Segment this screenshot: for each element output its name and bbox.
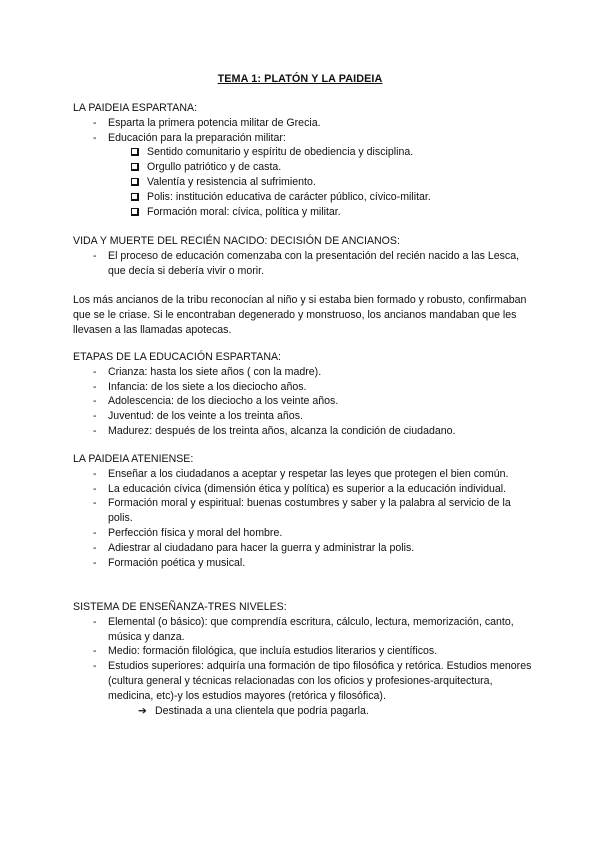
list-item: - Medio: formación filológica, que incluía estudios literarios y científicos.: [73, 644, 535, 659]
section-paragraph: [73, 293, 535, 337]
list-item: - Elemental (o básico): que comprendía escritura, cálculo, lectura, memorización, canto, música y danza.: [73, 615, 535, 645]
list-item: - Estudios superiores: adquiría una formación de tipo filosófica y retórica. Estudios menores (cultura general y técnicas relacionadas con los oficios y profesiones-arquitectura, medicina, etc)-y los estudios mayores (retórica y filosófica).: [73, 659, 535, 703]
list-item: [73, 205, 543, 220]
section-heading: LA PAIDEIA ESPARTANA:: [73, 102, 198, 114]
section-paideia-ateniense: [73, 452, 535, 570]
list-item-text: Valentía y resistencia al sufrimiento.: [147, 175, 316, 188]
list-item: - Madurez: después de los treinta años, alcanza la condición de ciudadano.: [73, 424, 543, 439]
checkbox-bullet-icon: [131, 163, 139, 171]
list-item: [73, 190, 543, 205]
list-item: - Adiestrar al ciudadano para hacer la guerra y administrar la polis.: [73, 541, 535, 556]
section-sistema: [73, 600, 535, 718]
list-item: - Crianza: hasta los siete años ( con la madre).: [73, 365, 543, 380]
dash-list: [73, 249, 543, 279]
list-item: - Educación para la preparación militar:: [73, 131, 543, 146]
section-etapas: [73, 350, 543, 439]
list-item: [73, 704, 535, 719]
list-item-text: Polis: institución educativa de carácter público, cívico-militar.: [147, 190, 431, 203]
dash-list: [73, 615, 535, 704]
list-item: - La educación cívica (dimensión ética y política) es superior a la educación individual.: [73, 482, 535, 497]
list-item: [73, 175, 543, 190]
arrow-list: [73, 704, 535, 719]
list-item: - El proceso de educación comenzaba con la presentación del recién nacido a las Lesca, que decía si debería vivir o morir.: [73, 249, 543, 279]
list-item: - Esparta la primera potencia militar de Grecia.: [73, 116, 543, 131]
checkbox-bullet-icon: [131, 148, 139, 156]
list-item: - Enseñar a los ciudadanos a aceptar y respetar las leyes que protegen el bien común.: [73, 467, 535, 482]
dash-list: [73, 116, 543, 146]
page-title: TEMA 1: PLATÓN Y LA PAIDEIA: [217, 73, 383, 85]
section-vida-muerte: [73, 234, 543, 278]
list-item-text: Sentido comunitario y espíritu de obediencia y disciplina.: [147, 146, 414, 159]
list-item-text: Destinada a una clientela que podría pagarla.: [155, 704, 369, 717]
checkbox-bullet-icon: [131, 208, 139, 216]
list-item: - Formación poética y musical.: [73, 556, 535, 571]
list-item: - Formación moral y espiritual: buenas costumbres y saber y la palabra al servicio de la polis.: [73, 496, 535, 526]
list-item-text: Orgullo patriótico y de casta.: [147, 161, 282, 174]
list-item: - Perfección física y moral del hombre.: [73, 526, 535, 541]
list-item: [73, 160, 543, 175]
list-item: - Adolescencia: de los dieciocho a los veinte años.: [73, 394, 543, 409]
paragraph: Los más ancianos de la tribu reconocían al niño y si estaba bien formado y robusto, confirmaban que se le criase. Si le encontraban degenerado y monstruoso, los ancianos mandaban que les llevasen a las llamadas apotecas.: [73, 294, 527, 336]
checkbox-list: [73, 145, 543, 219]
checkbox-bullet-icon: [131, 178, 139, 186]
list-item-text: Formación moral: cívica, política y militar.: [147, 205, 341, 218]
section-heading: LA PAIDEIA ATENIENSE:: [73, 453, 194, 465]
list-item: - Infancia: de los siete a los dieciocho años.: [73, 380, 543, 395]
section-heading: ETAPAS DE LA EDUCACIÓN ESPARTANA:: [73, 351, 282, 363]
dash-list: [73, 467, 535, 571]
section-paideia-espartana: [73, 101, 543, 219]
list-item: - Juventud: de los veinte a los treinta años.: [73, 409, 543, 424]
checkbox-bullet-icon: [131, 193, 139, 201]
section-heading: SISTEMA DE ENSEÑANZA-TRES NIVELES:: [73, 601, 287, 613]
arrow-right-icon: ➔: [138, 704, 147, 717]
dash-list: [73, 365, 543, 439]
section-heading: VIDA Y MUERTE DEL RECIÉN NACIDO: DECISIÓN DE ANCIANOS:: [73, 235, 400, 247]
list-item: [73, 145, 543, 160]
